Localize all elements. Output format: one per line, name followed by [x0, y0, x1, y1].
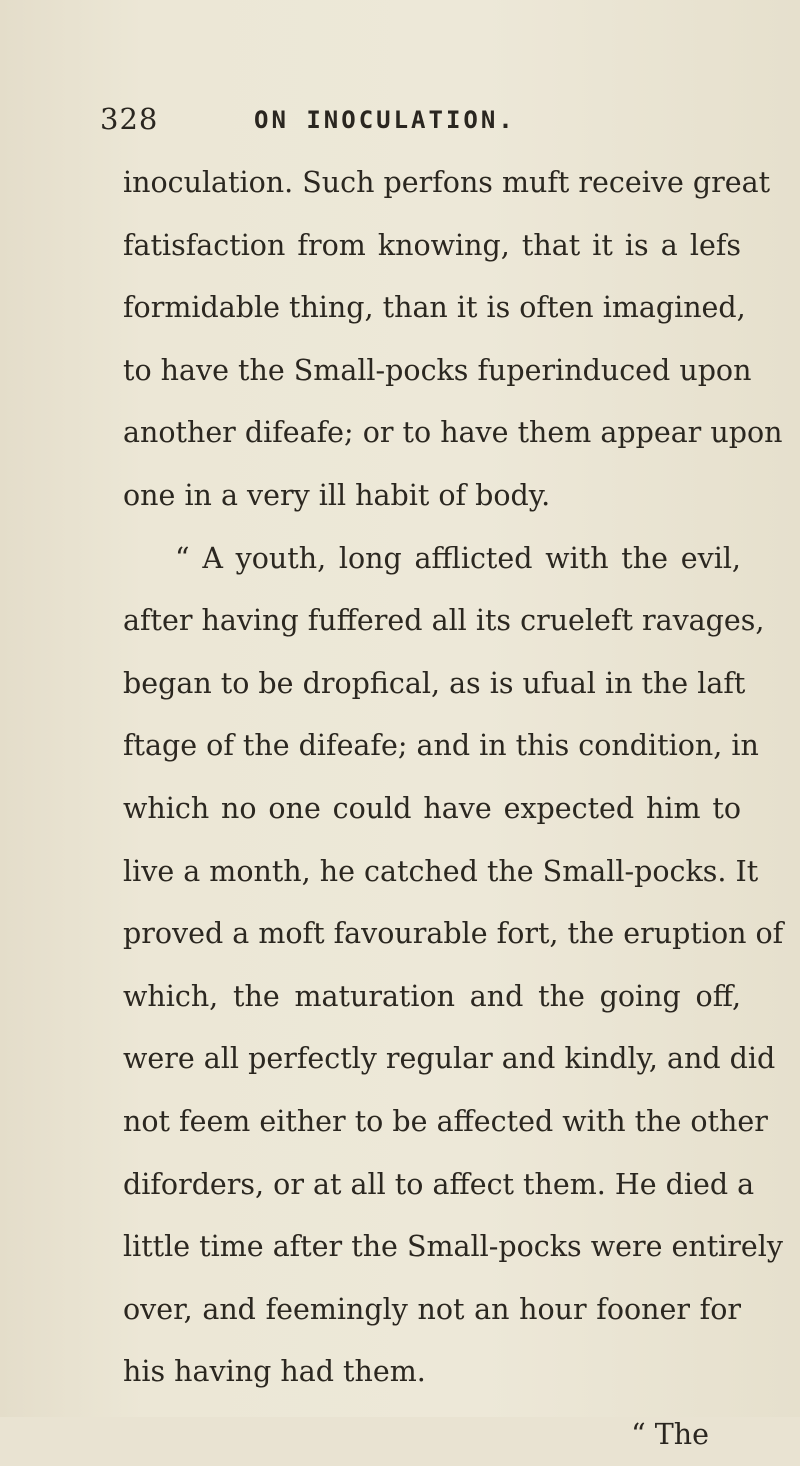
page-header: [100, 102, 740, 142]
running-head: ON INOCULATION.: [254, 106, 516, 134]
text-line: not feem either to be affected with the other: [123, 1104, 768, 1138]
text-line: ftage of the difeafe; and in this condition, in: [123, 729, 759, 763]
text-line: which no one could have expected him to: [123, 791, 741, 825]
text-line: over, and feemingly not an hour fooner for: [123, 1292, 741, 1326]
text-line: “ A youth, long afflicted with the evil,: [175, 541, 741, 575]
text-line: were all perfectly regular and kindly, and did: [123, 1042, 776, 1076]
text-line: his having had them.: [123, 1355, 426, 1389]
text-line: live a month, he catched the Small-pocks. It: [123, 854, 759, 888]
text-line: proved a moft favourable fort, the eruption of: [123, 917, 784, 951]
text-line: after having fuffered all its crueleft ravages,: [123, 604, 765, 638]
text-line: inoculation. Such perfons muft receive great: [123, 166, 771, 199]
text-line: diforders, or at all to affect them. He died a: [123, 1167, 755, 1201]
text-line: little time after the Small-pocks were entirely: [123, 1230, 783, 1264]
text-line: fatisfaction from knowing, that it is a lefs: [123, 228, 741, 262]
text-line: to have the Small-pocks fuperinduced upon: [123, 353, 752, 387]
text-line: formidable thing, than it is often imagined,: [123, 291, 746, 325]
text-line: began to be dropfical, as is ufual in the laft: [123, 666, 746, 700]
body-text: [123, 152, 784, 1466]
page-number: 328: [100, 102, 159, 136]
text-line: one in a very ill habit of body.: [123, 478, 551, 512]
text-line: which, the maturation and the going off,: [123, 979, 741, 1013]
text-line: another difeafe; or to have them appear upon: [123, 416, 783, 450]
catchword: “ The: [631, 1417, 709, 1451]
